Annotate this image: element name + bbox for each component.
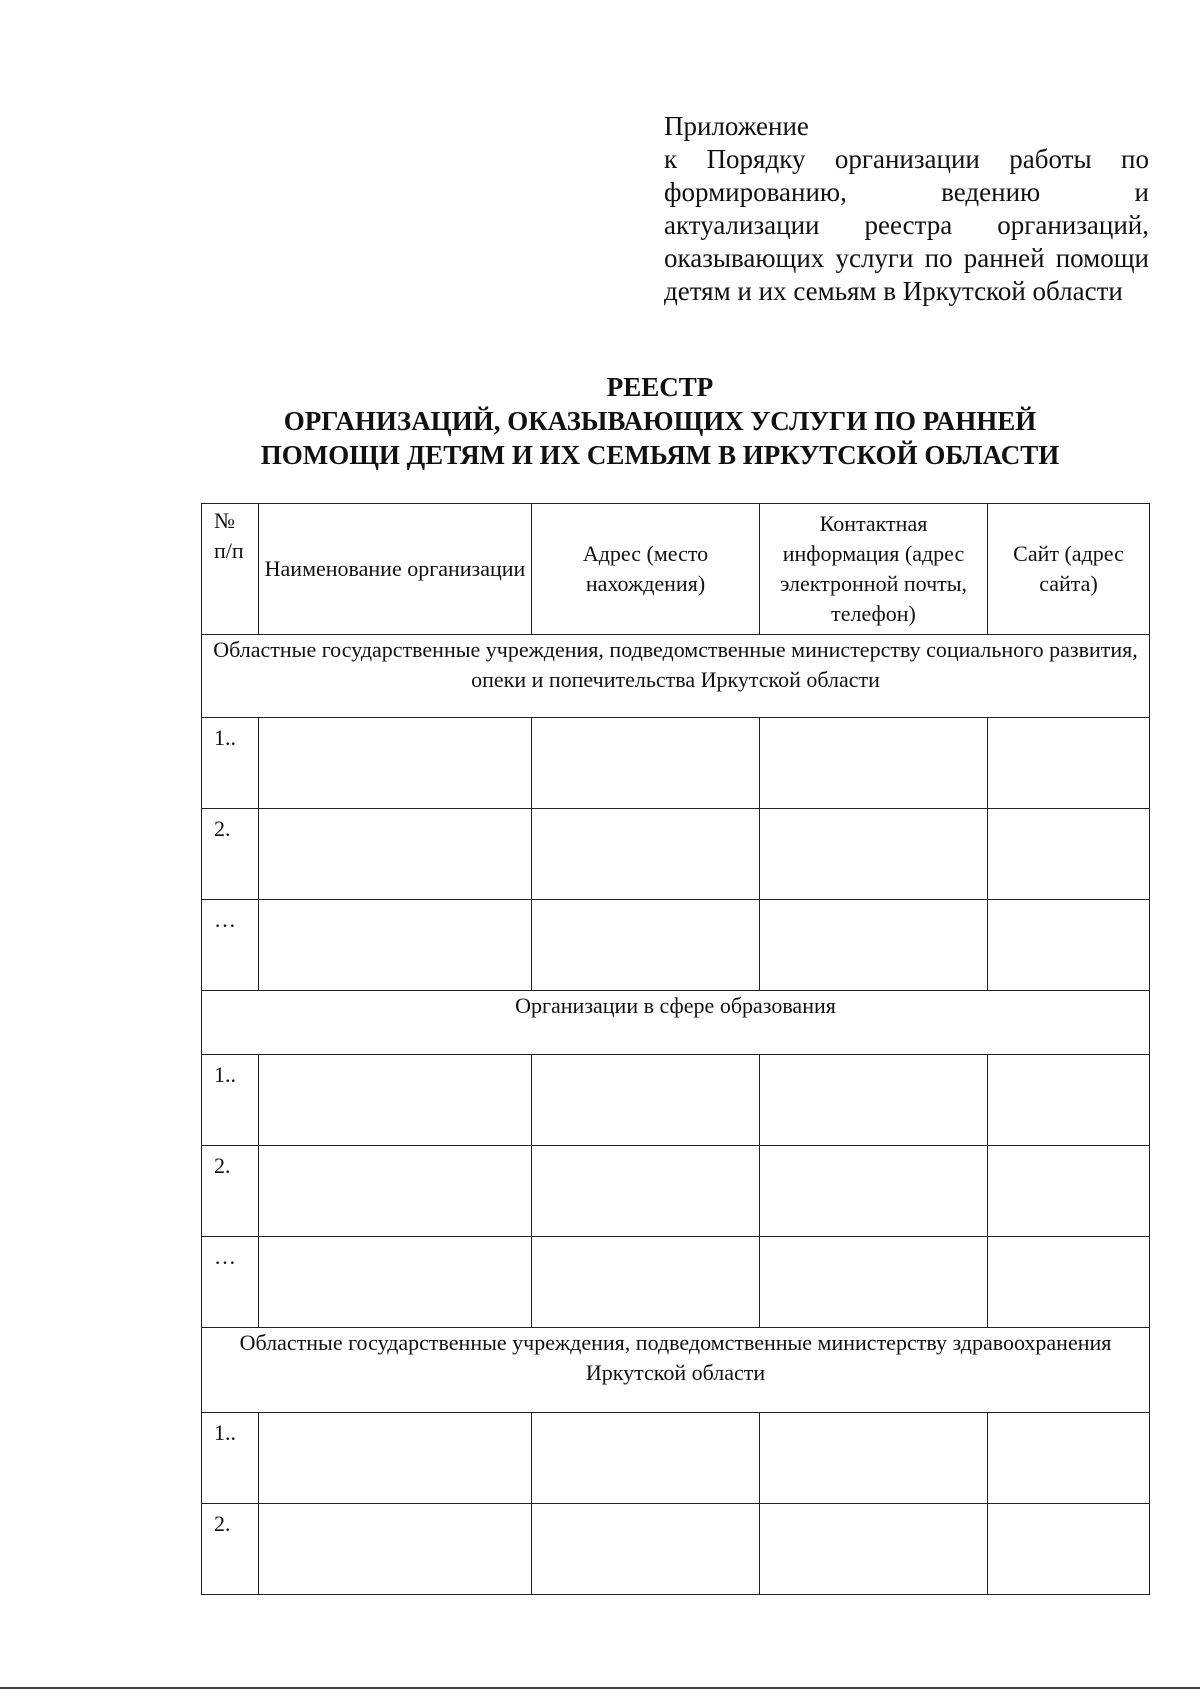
appendix-line: актуализации реестра организаций, — [664, 210, 1149, 240]
cell-site — [988, 1237, 1150, 1328]
row-number: 2. — [202, 1504, 259, 1595]
title-line: ПОМОЩИ ДЕТЯМ И ИХ СЕМЬЯМ В ИРКУТСКОЙ ОБЛАСТИ — [260, 440, 1060, 470]
cell-site — [988, 809, 1150, 900]
table-row — [202, 900, 1150, 991]
cell-address — [532, 1237, 760, 1328]
document-title — [160, 370, 1160, 472]
section-row — [202, 635, 1150, 718]
table-row — [202, 1237, 1150, 1328]
cell-site — [988, 1504, 1150, 1595]
cell-name — [259, 1237, 532, 1328]
cell-address — [532, 900, 760, 991]
section-row — [202, 1328, 1150, 1413]
cell-contact — [760, 718, 988, 809]
header-number: № п/п — [202, 504, 259, 635]
cell-name — [259, 1055, 532, 1146]
table-row — [202, 718, 1150, 809]
row-number: 1.. — [202, 718, 259, 809]
appendix-line: оказывающих услуги по ранней помощи — [664, 243, 1149, 273]
row-number: 1.. — [202, 1413, 259, 1504]
table-row — [202, 1413, 1150, 1504]
section-title: Организации в сфере образования — [202, 991, 1150, 1055]
cell-address — [532, 1146, 760, 1237]
title-line: РЕЕСТР — [606, 372, 714, 402]
cell-contact — [760, 1055, 988, 1146]
cell-contact — [760, 900, 988, 991]
cell-site — [988, 1413, 1150, 1504]
table-row — [202, 1504, 1150, 1595]
table-row — [202, 809, 1150, 900]
table-header-row — [202, 504, 1150, 635]
header-address: Адрес (место нахождения) — [532, 504, 760, 635]
cell-address — [532, 718, 760, 809]
cell-name — [259, 1504, 532, 1595]
cell-name — [259, 718, 532, 809]
appendix-line: формированию, ведению и — [664, 177, 1149, 207]
registry-body — [202, 635, 1150, 1595]
cell-site — [988, 1146, 1150, 1237]
cell-contact — [760, 1413, 988, 1504]
cell-site — [988, 718, 1150, 809]
cell-address — [532, 1055, 760, 1146]
cell-name — [259, 900, 532, 991]
section-row — [202, 991, 1150, 1055]
row-number: … — [202, 1237, 259, 1328]
table-row — [202, 1055, 1150, 1146]
cell-name — [259, 809, 532, 900]
appendix-line: детям и их семьям в Иркутской области — [664, 276, 1123, 306]
appendix-note — [664, 110, 1149, 308]
cell-contact — [760, 1237, 988, 1328]
cell-address — [532, 1413, 760, 1504]
row-number: 1.. — [202, 1055, 259, 1146]
appendix-line: к Порядку организации работы по — [664, 144, 1149, 174]
cell-contact — [760, 1146, 988, 1237]
scan-edge-line — [0, 1687, 1200, 1689]
cell-site — [988, 1055, 1150, 1146]
cell-name — [259, 1413, 532, 1504]
cell-site — [988, 900, 1150, 991]
cell-address — [532, 1504, 760, 1595]
header-site: Сайт (адрес сайта) — [988, 504, 1150, 635]
header-name: Наименование организации — [259, 504, 532, 635]
header-contact: Контактная информация (адрес электронной почты, телефон) — [760, 504, 988, 635]
section-title: Областные государственные учреждения, подведомственные министерству социального развития, опеки и попечительства Иркутской области — [202, 635, 1150, 718]
cell-address — [532, 809, 760, 900]
registry-table — [201, 503, 1150, 1595]
cell-contact — [760, 1504, 988, 1595]
title-line: ОРГАНИЗАЦИЙ, ОКАЗЫВАЮЩИХ УСЛУГИ ПО РАННЕЙ — [283, 406, 1037, 436]
cell-contact — [760, 809, 988, 900]
row-number: … — [202, 900, 259, 991]
section-title: Областные государственные учреждения, подведомственные министерству здравоохранения Иркутской области — [202, 1328, 1150, 1413]
appendix-line: Приложение — [664, 111, 809, 141]
table-row — [202, 1146, 1150, 1237]
cell-name — [259, 1146, 532, 1237]
row-number: 2. — [202, 1146, 259, 1237]
row-number: 2. — [202, 809, 259, 900]
